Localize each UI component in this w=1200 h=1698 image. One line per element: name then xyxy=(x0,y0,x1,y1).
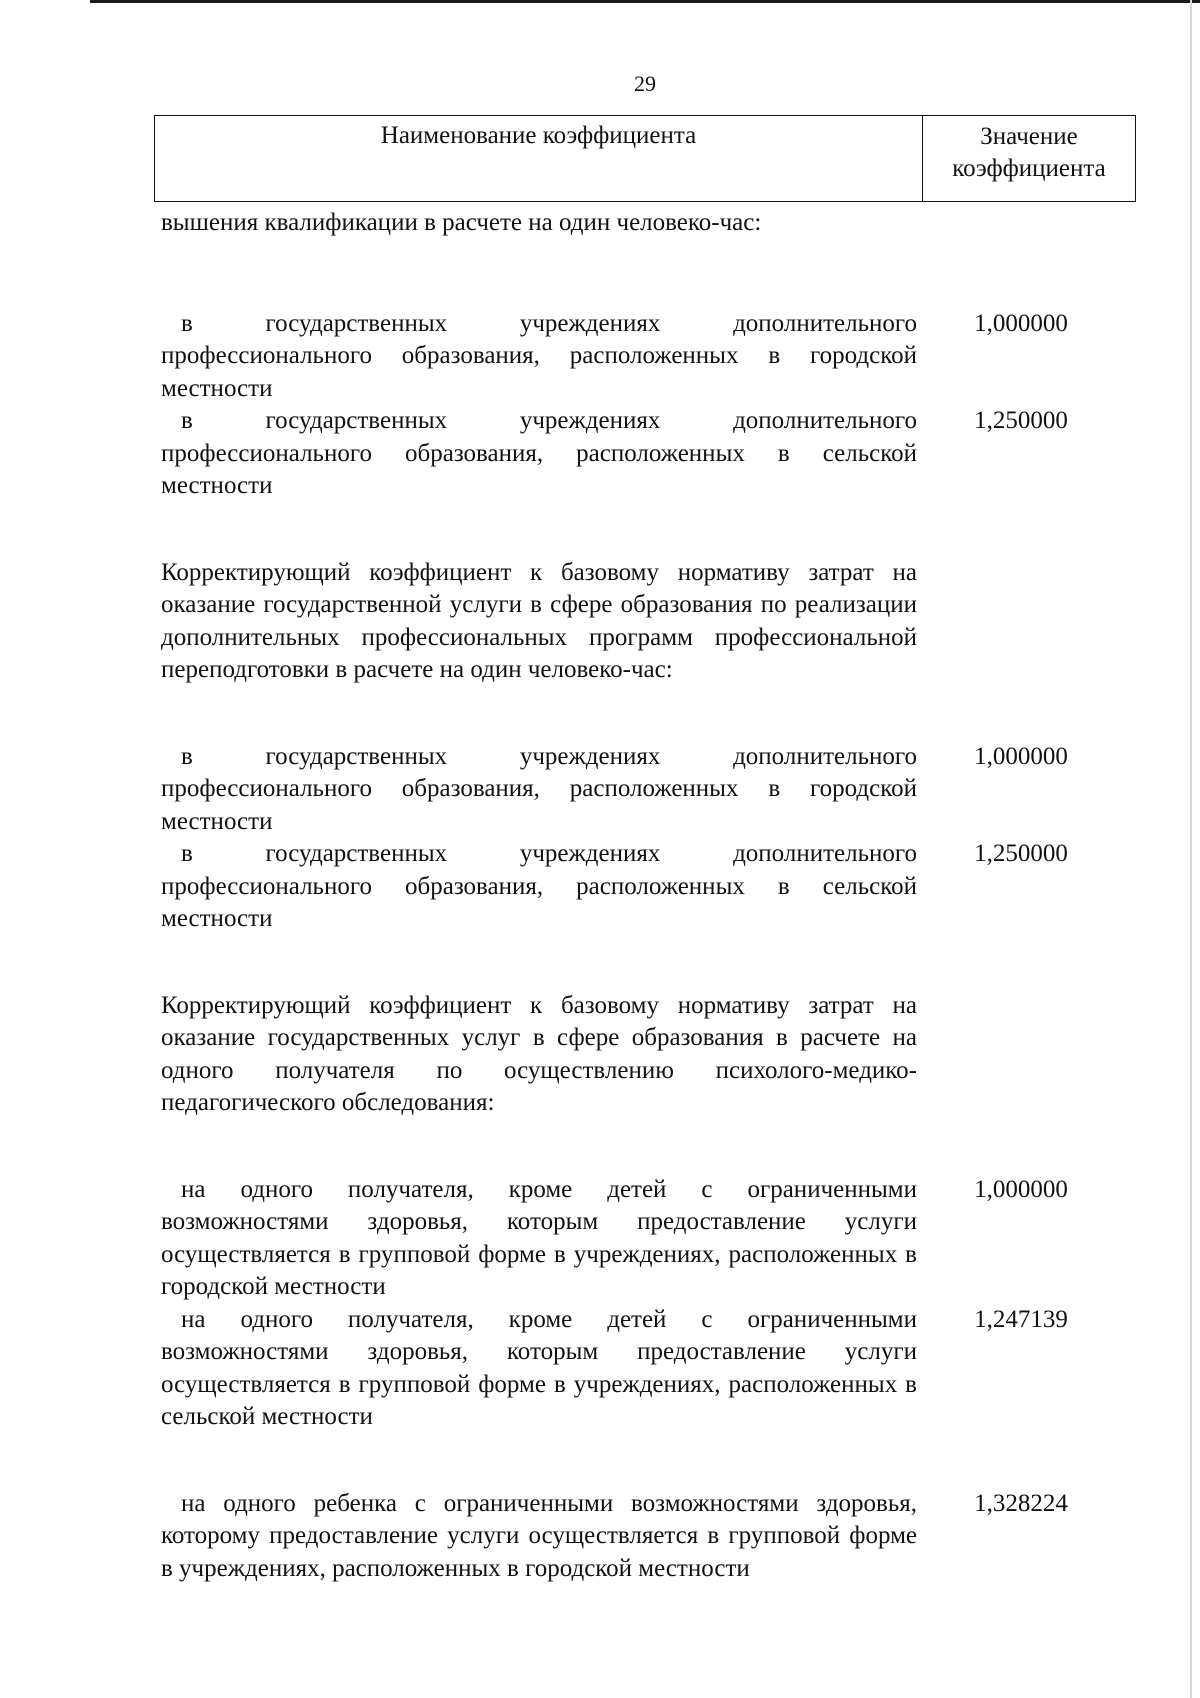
row-text: на одного получателя, кроме детей с ограниченными возможностями здоровья, которым предоставление услуги осуществляется в групповой форме в учреждениях, расположенных в сельской местности xyxy=(161,1305,917,1430)
table-row xyxy=(161,1488,1121,1586)
row-text: на одного получателя, кроме детей с ограниченными возможностями здоровья, которым предоставление услуги осуществляется в групповой форме в учреждениях, расположенных в городской местности xyxy=(161,1175,917,1300)
row-text: на одного ребенка с ограниченными возможностями здоровья, которому предоставление услуги осуществляется в групповой форме в учреждениях, расположенных в городской местности xyxy=(161,1489,917,1582)
section-title: Корректирующий коэффициент к базовому нормативу затрат на оказание государственной услуги в сфере образования по реализации дополнительных профессиональных программ профессиональной переподготовки в расчете на один человеко-час: xyxy=(161,558,917,683)
header-coefficient-value: Значение коэффициента xyxy=(952,123,1106,182)
section-title: Корректирующий коэффициент к базовому нормативу затрат на оказание государственных услуг в сфере образования в расчете на одного получателя по осуществлению психолого-медико-педагогического обследования: xyxy=(161,991,917,1116)
row-value: 1,247139 xyxy=(974,1305,1068,1333)
row-value: 1,000000 xyxy=(974,309,1068,337)
row-value: 1,250000 xyxy=(974,840,1068,867)
table-row xyxy=(161,838,1121,936)
table-body xyxy=(161,207,1121,1585)
table-row xyxy=(161,1174,1121,1304)
table-row xyxy=(161,1304,1121,1434)
row-text: в государственных учреждениях дополнительного профессионального образования, расположенных в сельской местности xyxy=(161,840,917,932)
top-border-line xyxy=(90,0,1200,3)
header-coefficient-name: Наименование коэффициента xyxy=(155,116,923,201)
row-text: в государственных учреждениях дополнительного профессионального образования, расположенных в сельской местности xyxy=(161,407,917,499)
row-text: в государственных учреждениях дополнительного профессионального образования, расположенных в городской местности xyxy=(161,742,917,835)
row-value: 1,328224 xyxy=(974,1489,1068,1517)
row-value: 1,000000 xyxy=(974,1175,1068,1203)
table-row xyxy=(161,308,1121,406)
table-row xyxy=(161,741,1121,839)
continuation-text: вышения квалификации в расчете на один человеко-час: xyxy=(161,209,762,236)
row-value: 1,250000 xyxy=(974,407,1068,434)
page-number: 29 xyxy=(634,71,656,96)
right-scan-edge xyxy=(1190,0,1192,1698)
table-header xyxy=(154,115,1136,202)
row-text: в государственных учреждениях дополнительного профессионального образования, расположенных в городской местности xyxy=(161,309,917,402)
table-row xyxy=(161,405,1121,503)
row-value: 1,000000 xyxy=(974,742,1068,770)
